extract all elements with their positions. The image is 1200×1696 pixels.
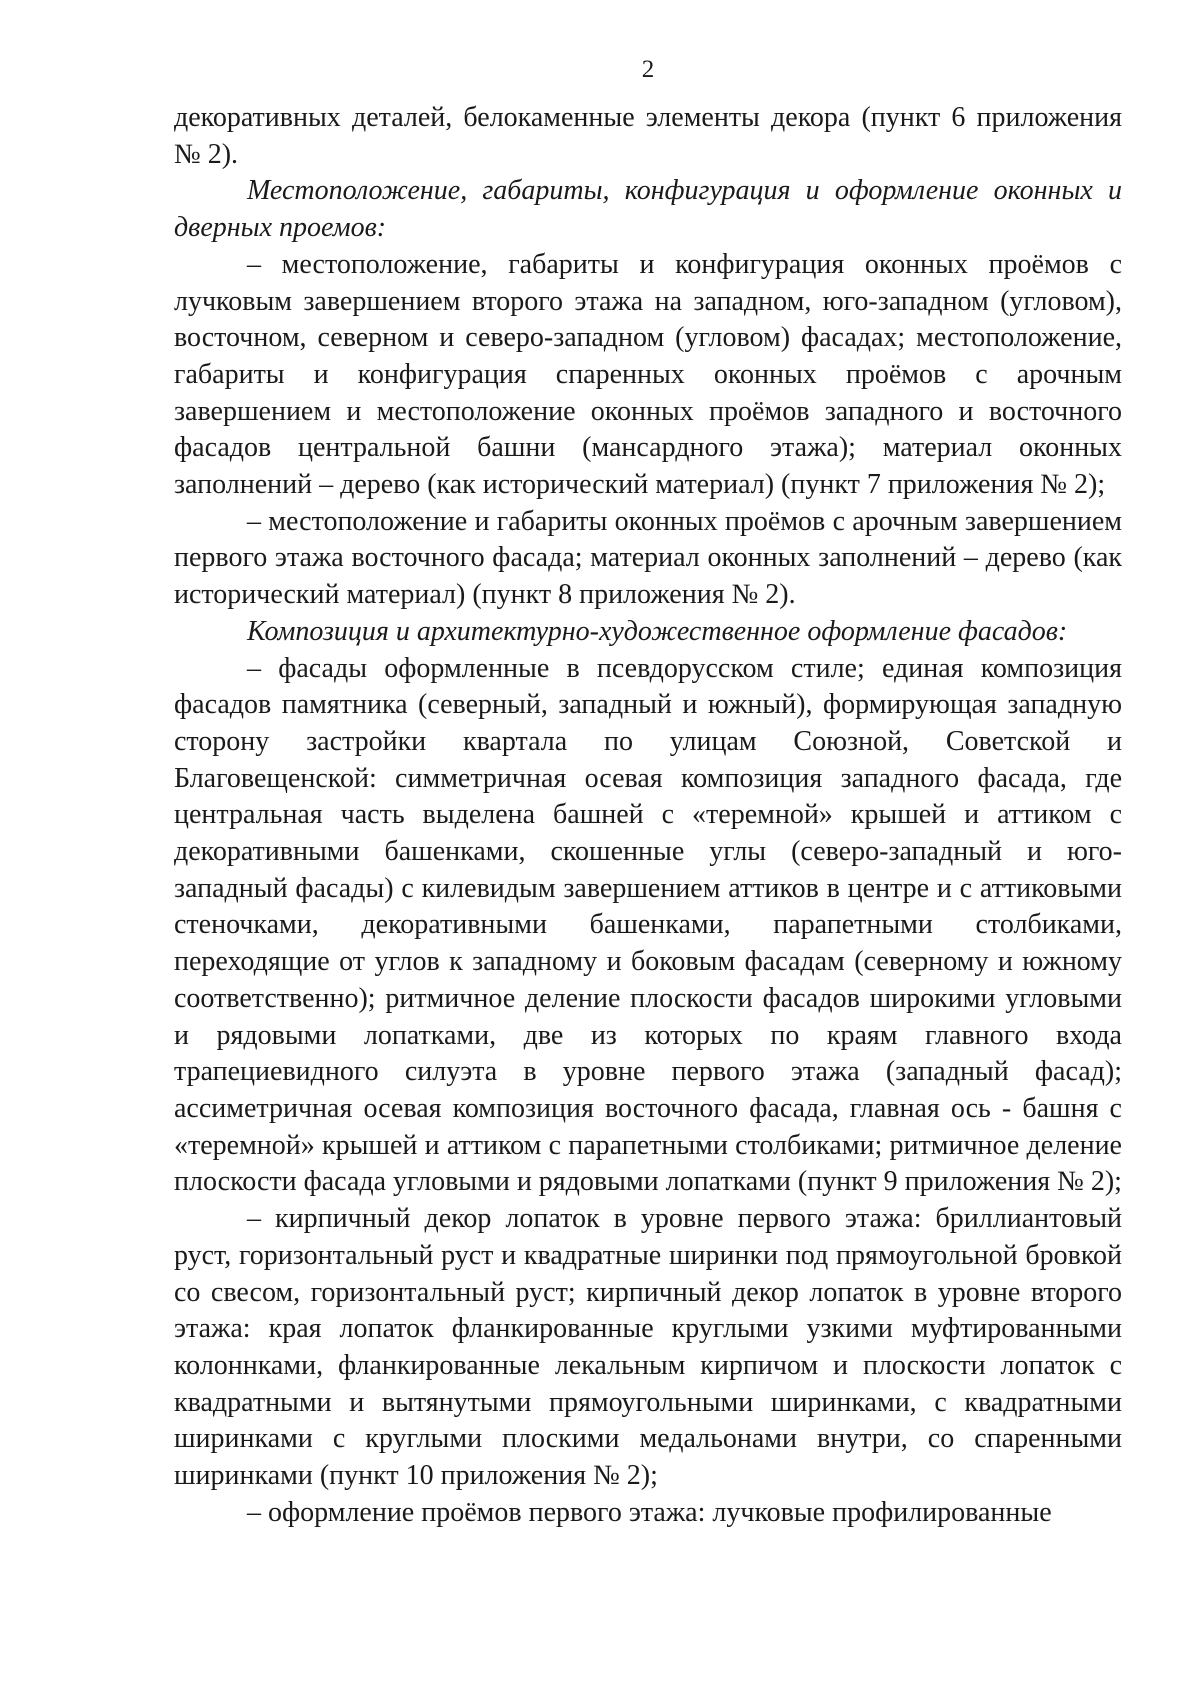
list-item-window-openings-first-floor: – местоположение и габариты оконных проёмов с арочным завершением первого этажа восточного фасада; материал оконных заполнений – дерево (как исторический материал) (пункт 8 приложения № 2). (174, 505, 1122, 611)
document-page (174, 52, 1122, 1531)
list-item-first-floor-openings: – оформление проёмов первого этажа: лучковые профилированные (247, 1496, 1052, 1528)
list-item-facade-composition: – фасады оформленные в псевдорусском стиле; единая композиция фасадов памятника (северный, западный и южный), формирующая западную сторону застройки квартала по улицам Союзной, Советской и Благовещенской: симметричная осевая композиция западного фасада, где центральная часть выделена башней с «теремной» крышей и аттиком с декоративными башенками, скошенные углы (северо-западный и юго-западный фасады) с килевидым завершением аттиков в центре и с аттиковыми стеночками, декоративными башенками, парапетными столбиками, переходящие от углов к западному и боковым фасадам (северному и южному соответственно); ритмичное деление плоскости фасадов широкими угловыми и рядовыми лопатками, две из которых по краям главного входа трапециевидного силуэта в уровне первого этажа (западный фасад); ассиметричная осевая композиция восточного фасада, главная ось - башня с «теремной» крышей и аттиком с парапетными столбиками; ритмичное деление плоскости фасада угловыми и рядовыми лопатками (пункт 9 приложения № 2); (174, 652, 1122, 1198)
paragraph-continuation: декоративных деталей, белокаменные элементы декора (пункт 6 приложения № 2). (174, 102, 1122, 170)
section-heading-openings: Местоположение, габариты, конфигурация и оформление оконных и дверных проемов: (174, 175, 1122, 244)
section-heading-facades: Композиция и архитектурно-художественное оформление фасадов: (247, 615, 1068, 647)
page-number: 2 (641, 56, 655, 83)
list-item-window-openings-second-floor: – местоположение, габариты и конфигурация оконных проёмов с лучковым завершением второго этажа на западном, юго-западном (угловом), восточном, северном и северо-западном (угловом) фасадах; местоположение, габариты и конфигурация спаренных оконных проёмов с арочным завершением и местоположение оконных проёмов западного и восточного фасадов центральной башни (мансардного этажа); материал оконных заполнений – дерево (как исторический материал) (пункт 7 приложения № 2); (174, 248, 1122, 501)
list-item-pilaster-decor: – кирпичный декор лопаток в уровне первого этажа: бриллиантовый руст, горизонтальный руст и квадратные ширинки под прямоугольной бровкой со свесом, горизонтальный руст; кирпичный декор лопаток в уровне второго этажа: края лопаток фланкированные круглыми узкими муфтированными колоннками, фланкированные лекальным кирпичом и плоскости лопаток с квадратными и вытянутыми прямоугольными ширинками, с квадратными ширинками с круглыми плоскими медальонами внутри, со спаренными ширинками (пункт 10 приложения № 2); (174, 1203, 1122, 1492)
